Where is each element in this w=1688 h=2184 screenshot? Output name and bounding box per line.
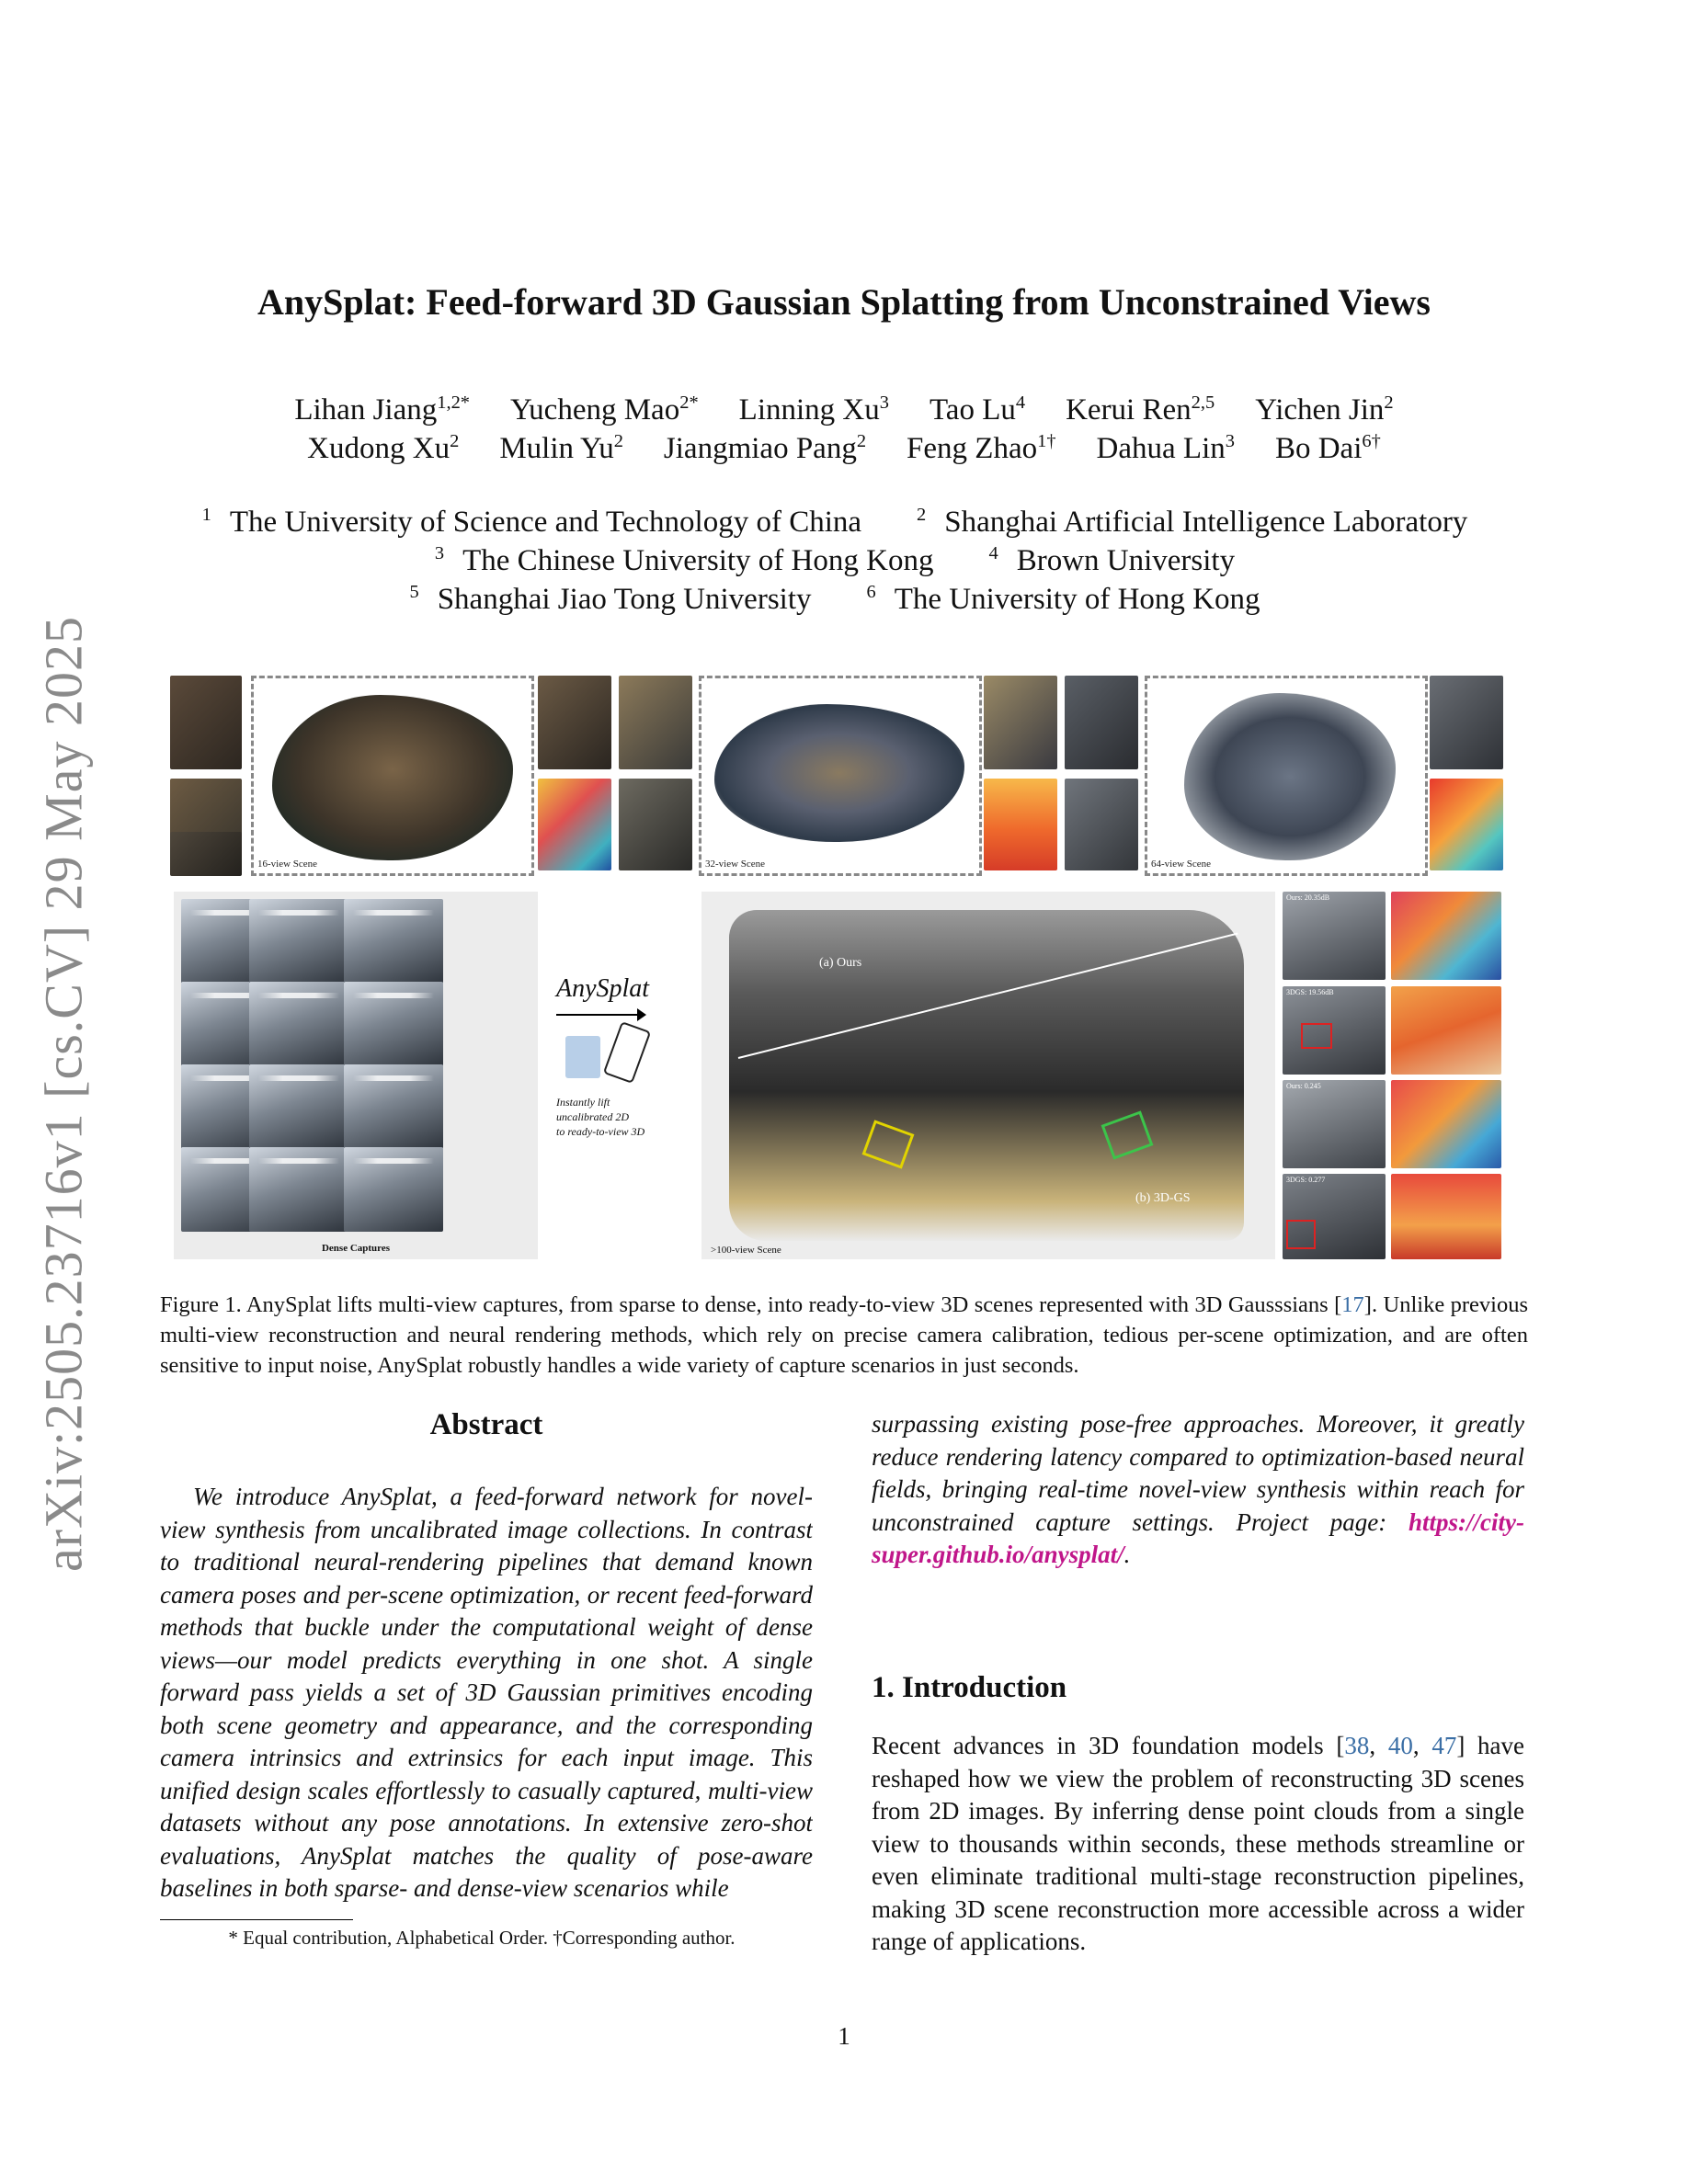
figure-1 bbox=[170, 676, 1512, 1264]
scene-box-16 bbox=[251, 676, 534, 876]
capture-thumb bbox=[249, 1064, 348, 1149]
author-name: Lihan Jiang$^{1,2*}$ bbox=[294, 392, 470, 427]
ours-label: (a) Ours bbox=[819, 956, 862, 970]
affiliation-name: Brown University bbox=[1016, 544, 1236, 577]
rendered-rgb-thumb bbox=[1065, 676, 1138, 769]
figure-caption bbox=[160, 1290, 1528, 1381]
author-line-2 bbox=[0, 432, 1688, 466]
rendered-depth-thumb bbox=[984, 779, 1057, 870]
metric-label: 3DGS: 0.277 bbox=[1286, 1176, 1326, 1184]
intro-body: Recent advances in 3D foundation models [38, 40, 47] have reshaped how we view the problem of reconstructing 3D scenes from 2D images. By inferring dense point clouds from a single view to thousands within seconds, these methods streamline or even eliminate traditional multi-stage reconstruction pipelines, making 3D scene reconstruction more accessible across a wider range of applications. bbox=[872, 1732, 1525, 1955]
abstract-text: surpassing existing pose-free approaches. Moreover, it greatly reduce rendering latency compared to optimization-based neural fields, bringing real-time novel-view synthesis within reach for unconstrained capture settings. Project page: bbox=[872, 1410, 1524, 1536]
scene-box-64 bbox=[1145, 676, 1428, 876]
citation-link[interactable]: 17 bbox=[1341, 1292, 1364, 1317]
comparison-rgb bbox=[1283, 1080, 1386, 1168]
author-name: Yucheng Mao$^{2*}$ bbox=[510, 392, 699, 427]
author-name: Bo Dai$^{6\dagger}$ bbox=[1274, 431, 1381, 465]
author-name: Kerui Ren$^{2,5}$ bbox=[1066, 392, 1215, 427]
affiliation bbox=[409, 583, 829, 616]
capture-thumb bbox=[344, 1064, 443, 1149]
images-icon bbox=[565, 1036, 600, 1078]
author-affil-sup: 2,5 bbox=[1191, 392, 1215, 413]
dense-captures-panel bbox=[174, 892, 538, 1259]
capture-thumb bbox=[344, 899, 443, 984]
arrow-line bbox=[556, 1014, 641, 1016]
affiliation-name: The University of Science and Technology of China bbox=[229, 506, 862, 539]
comparison-rgb bbox=[1283, 986, 1386, 1075]
paper-title: AnySplat: Feed-forward 3D Gaussian Splatting from Unconstrained Views bbox=[257, 281, 1431, 323]
scene-label: 64-view Scene bbox=[1151, 859, 1212, 870]
input-view-thumb bbox=[170, 832, 242, 876]
metric-label: 3DGS: 19.56dB bbox=[1286, 988, 1334, 996]
metric-label: Ours: 20.35dB bbox=[1286, 893, 1330, 902]
affiliation-name: Shanghai Jiao Tong University bbox=[437, 583, 812, 616]
dense-label: Dense Captures bbox=[321, 1243, 391, 1254]
comparison-rgb bbox=[1283, 892, 1386, 980]
affiliation-name: The Chinese University of Hong Kong bbox=[462, 544, 934, 577]
caption-text: ]. Unlike previous multi-view reconstruction and neural rendering methods, which rely on precise camera calibration, tedious per-scene optimization, and are often sensitive to input noise, AnySplat robustly handles a wide variety of capture scenarios in just seconds. bbox=[160, 1292, 1528, 1378]
rendered-rgb-thumb bbox=[1065, 779, 1138, 870]
scene-label: 16-view Scene bbox=[257, 859, 318, 870]
comparison-depth bbox=[1391, 986, 1501, 1075]
highlight-box bbox=[1286, 1220, 1316, 1249]
scene-render bbox=[1184, 693, 1396, 860]
rendered-depth-thumb bbox=[538, 779, 611, 870]
author-name: Yichen Jin$^2$ bbox=[1255, 392, 1394, 427]
author-affil-sup: 3 bbox=[1225, 431, 1235, 451]
rendered-rgb-thumb bbox=[538, 676, 611, 769]
capture-thumb bbox=[344, 982, 443, 1066]
capture-thumb bbox=[249, 899, 348, 984]
affiliation bbox=[988, 544, 1253, 577]
method-name: AnySplat bbox=[556, 974, 650, 1003]
method-desc-line: to ready-to-view 3D bbox=[556, 1125, 645, 1138]
rendered-rgb-thumb bbox=[619, 676, 692, 769]
arrow-head-icon bbox=[637, 1008, 646, 1021]
caption-text: Figure 1. AnySplat lifts multi-view captures, from sparse to dense, into ready-to-view 3D scenes represented with 3D Gausssians [ bbox=[160, 1292, 1342, 1317]
author-name: Xudong Xu$^2$ bbox=[307, 431, 460, 465]
author-name: Jiangmiao Pang$^2$ bbox=[663, 431, 867, 465]
intro-text: ] have reshaped how we view the problem of reconstructing 3D scenes from 2D images. By inferring dense point clouds from a single view to thousands within seconds, these methods streamline or even eliminate traditional multi-stage reconstruction pipelines, making 3D scene reconstruction more accessible across a wider range of applications. bbox=[872, 1732, 1525, 1955]
comparison-depth bbox=[1391, 1080, 1501, 1168]
affiliation bbox=[202, 506, 880, 539]
affiliation-line-1 bbox=[0, 506, 1688, 540]
author-affil-sup: 2 bbox=[1384, 392, 1394, 413]
intro-heading: 1. Introduction bbox=[872, 1671, 1067, 1704]
affiliation-line-2 bbox=[0, 544, 1688, 578]
comparison-depth bbox=[1391, 1174, 1501, 1259]
phone-icon bbox=[603, 1021, 651, 1084]
citation-link[interactable]: 38 bbox=[1344, 1732, 1370, 1759]
author-affil-sup: 1† bbox=[1037, 431, 1056, 451]
rendered-rgb-thumb bbox=[1430, 676, 1503, 769]
comparison-rgb bbox=[1283, 1174, 1386, 1259]
affiliation-name: Shanghai Artificial Intelligence Laboratory bbox=[944, 506, 1468, 539]
author-affil-sup: 3 bbox=[879, 392, 889, 413]
page-number: 1 bbox=[838, 2022, 850, 2050]
author-name: Mulin Yu$^2$ bbox=[499, 431, 623, 465]
rendered-rgb-thumb bbox=[619, 779, 692, 870]
author-name: Feng Zhao$^{1\dagger}$ bbox=[907, 431, 1056, 465]
affiliation-sup: 6 bbox=[866, 582, 876, 602]
affiliation bbox=[435, 544, 952, 577]
scene-box-32 bbox=[699, 676, 982, 876]
method-description bbox=[556, 1095, 644, 1139]
abstract-heading: Abstract bbox=[429, 1408, 543, 1441]
affiliation-sup: 2 bbox=[917, 505, 927, 525]
comparison-depth bbox=[1391, 892, 1501, 980]
abstract-body-right bbox=[872, 1408, 1524, 1620]
author-affil-sup: 2 bbox=[613, 431, 623, 451]
capture-thumb bbox=[249, 982, 348, 1066]
intro-text: Recent advances in 3D foundation models [ bbox=[872, 1732, 1345, 1759]
abstract-body-left: We introduce AnySplat, a feed-forward network for novel-view synthesis from uncalibrated image collections. In contrast to traditional neural-rendering pipelines that demand known camera poses and per-scene optimization, or recent feed-forward methods that buckle under the computational weight of dense views—our model predicts everything in one shot. A single forward pass yields a set of 3D Gaussian primitives encoding both scene geometry and appearance, and the corresponding camera intrinsics and extrinsics for each input image. This unified design scales effortlessly to casually captured, multi-view datasets without any pose annotations. In extensive zero-shot evaluations, AnySplat matches the quality of pose-aware baselines in both sparse- and dense-view scenarios while bbox=[160, 1483, 813, 1902]
affiliation-sup: 1 bbox=[201, 505, 211, 525]
author-affil-sup: 2* bbox=[679, 392, 699, 413]
abstract-end: . bbox=[1123, 1541, 1131, 1568]
scene-label: 32-view Scene bbox=[705, 859, 766, 870]
affiliation-sup: 3 bbox=[434, 543, 445, 563]
metric-label: Ours: 0.245 bbox=[1286, 1082, 1321, 1090]
capture-thumb bbox=[344, 1147, 443, 1232]
author-affil-sup: 4 bbox=[1015, 392, 1026, 413]
scene-label: >100-view Scene bbox=[711, 1245, 781, 1256]
scene-render bbox=[272, 695, 513, 860]
affiliation bbox=[917, 506, 1486, 539]
author-affil-sup: 2 bbox=[856, 431, 867, 451]
footnote: * Equal contribution, Alphabetical Order. †Corresponding author. bbox=[228, 1927, 736, 1949]
baseline-label: (b) 3D-GS bbox=[1135, 1191, 1191, 1205]
method-desc-line: uncalibrated 2D bbox=[556, 1110, 629, 1123]
big-scene-panel bbox=[701, 892, 1275, 1259]
author-name: Tao Lu$^4$ bbox=[929, 392, 1026, 427]
author-name: Linning Xu$^3$ bbox=[738, 392, 889, 427]
affiliation bbox=[867, 583, 1279, 616]
affiliation-line-3 bbox=[0, 583, 1688, 617]
rendered-depth-thumb bbox=[1430, 779, 1503, 870]
arxiv-stamp-text: arXiv:2505.23716v1 [cs.CV] 29 May 2025 bbox=[33, 615, 94, 1573]
affiliation-sup: 4 bbox=[988, 543, 998, 563]
rendered-rgb-thumb bbox=[984, 676, 1057, 769]
arxiv-stamp bbox=[22, 607, 105, 1581]
project-page-link[interactable]: https://city-super.github.io/anysplat/ bbox=[872, 1507, 1524, 1568]
footnote-rule bbox=[160, 1919, 353, 1920]
scene-render bbox=[714, 704, 964, 842]
citation-link[interactable]: 40 bbox=[1387, 1732, 1413, 1759]
affiliation-name: The University of Hong Kong bbox=[894, 583, 1260, 616]
author-affil-sup: 6† bbox=[1362, 431, 1381, 451]
capture-thumb bbox=[249, 1147, 348, 1232]
citation-link[interactable]: 47 bbox=[1431, 1732, 1457, 1759]
affiliation-sup: 5 bbox=[409, 582, 419, 602]
author-line-1 bbox=[0, 393, 1688, 427]
method-desc-line: Instantly lift bbox=[556, 1096, 610, 1109]
input-view-thumb bbox=[170, 676, 242, 769]
highlight-box bbox=[1301, 1023, 1332, 1049]
author-name: Dahua Lin$^3$ bbox=[1096, 431, 1235, 465]
author-affil-sup: 2 bbox=[450, 431, 460, 451]
author-affil-sup: 1,2* bbox=[437, 392, 470, 413]
